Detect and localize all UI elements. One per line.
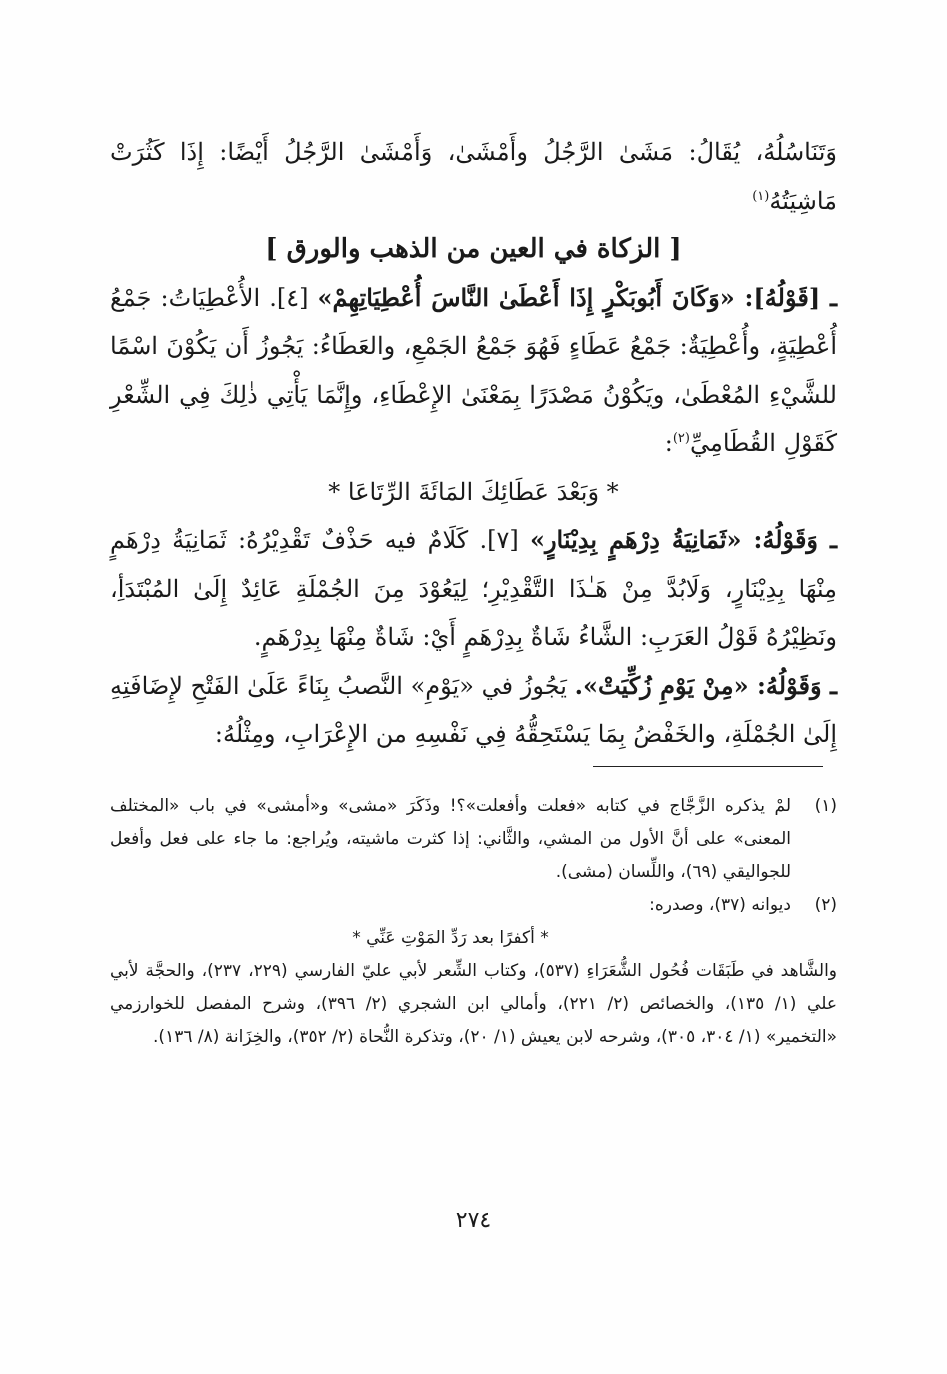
paragraph-1-text: وَتَنَاسُلُهُ، يُقَالُ: مَشَىٰ الرَّجُلُ وأَمْشَىٰ، وَأَمْشَىٰ الرَّجُلُ أَيْضًا: إِذَا كَثُرَتْ مَاشِيَتُهُ — [110, 138, 837, 215]
footnote-ref-1: (١) — [752, 188, 770, 204]
footnote-2-verse: * أكفرًا بعد رَدِّ المَوْتِ عَنِّي * — [352, 928, 549, 948]
page-number: ٢٧٤ — [455, 1208, 492, 1233]
footnote-1-number: (١) — [814, 796, 837, 816]
footnote-2-number: (٢) — [814, 895, 837, 915]
section-heading: [ الزكاة في العين من الذهب والورق ] — [265, 234, 682, 264]
paragraph-3-lead: ـ وَقَوْلُهُ: «ثَمَانِيَةُ دِرْهَمٍ بِدِيْنَارٍ» — [529, 525, 838, 554]
main-text — [110, 128, 837, 759]
footnote-2-sources: والشَّاهد في طَبَقَات فُحُول الشُّعَرَاءِ (٥٣٧)، وكتاب الشِّعر لأبي عليّ الفارسي (٢٢٩، ٢٣٧)، والحجَّة لأبي علي (١/ ١٣٥)، والخصائص (٢/ ٢٢١)، وأمالي ابن الشجري (٢/ ٣٩٦)، وشرح المفصل للخوارزمي «التخمير» (١/ ٣٠٤، ٣٠٥)، وشرحه لابن يعيش (١/ ٢٠)، وتذكرة النُّحاة (٢/ ٣٥٢)، والخِزَانة (٨/ ١٣٦). — [110, 961, 838, 1047]
paragraph-2-end: : — [664, 429, 673, 457]
poetry-verse: * وَبَعْدَ عَطَائِكَ المَائَةَ الرِّتَاعَا * — [328, 477, 619, 506]
paragraph-4-lead: ـ وَقَوْلُهُ: «مِنْ يَوْمِ زُكِّيَتْ». — [574, 670, 837, 700]
paragraph-3 — [110, 516, 837, 662]
paragraph-2-text: [٤]. الأُعْطِيَاتُ: جَمْعُ أُعْطِيَةٍ، وأُعْطِيَةٌ: جَمْعُ عَطَاءٍ فَهُوَ جَمْعُ الجَمْعِ، والعَطَاءُ: يَجُوزُ أَن يَكُوْنَ اسْمًا للشَّيْءِ المُعْطَىٰ، ويَكُوْنُ مَصْدَرًا بِمَعْنَىٰ الإِعْطَاءِ، وإِنَّمَا يَأْتِي ذٰلِكَ فِي الشِّعْرِ كَقَوْلِ القُطَامِيِّ — [110, 283, 837, 457]
footnote-separator — [593, 766, 823, 767]
footnote-ref-2: (٢) — [672, 431, 690, 446]
paragraph-3-text: [٧]. كَلَامٌ فيه حَذْفٌ تَقْدِيْرُهُ: ثَمَانِيَةُ دِرْهَمٍ مِنْهَا بِدِيْنَارٍ، وَلَابُدَّ مِنْ هَـٰذَا التَّقْدِيْرِ؛ لِيَعُوْدَ مِنَ الجُمْلَةِ عَائِدٌ إِلَىٰ المُبْتَدَأِ، ونَظِيْرُهُ قَوْلُ العَرَبِ: الشَّاءُ شَاةٌ بِدِرْهَمٍ أَيْ: شَاةٌ مِنْهَا بِدِرْهَمٍ. — [110, 526, 837, 651]
paragraph-4 — [110, 662, 837, 759]
footnote-1-body — [110, 790, 791, 889]
paragraph-1 — [110, 128, 837, 225]
paragraph-4-text: يَجُوزُ في «يَوْمِ» النَّصبُ بِنَاءً عَلَىٰ الفَتْحِ لإِضَافَتِهِ إِلَىٰ الجُمْلَةِ، والخَفْضُ بِمَا يَسْتَحِقُّهُ فِي نَفْسِهِ من الإِعْرَابِ، ومِثْلُهُ: — [110, 671, 837, 748]
footnote-2-body — [110, 889, 838, 1054]
footnote-2 — [110, 889, 837, 1054]
footnote-1 — [110, 790, 837, 889]
paragraph-2-lead: ـ [قَوْلُهُ]: «وَكَانَ أَبُوبَكْرٍ إِذَا أَعْطَىٰ النَّاسَ أُعْطِيَاتِهِمْ» — [317, 282, 837, 312]
footnote-1-text: لمْ يذكره الزَّجَّاج في كتابه «فعلت وأفعلت»؟! وذَكَرَ «مشى» و«أمشى» في باب «المختلف المعنى» على أنَّ الأول من المشي، والثَّاني: إذا كثرت ماشيته، ويُراجع: ما جاء على فعل وأفعل للجواليقي (٦٩)، واللِّسان (مشى). — [110, 796, 791, 882]
paragraph-2 — [110, 274, 837, 468]
footnote-2-text: ديوانه (٣٧)، وصدره: — [649, 895, 791, 915]
footnotes — [110, 790, 837, 1054]
